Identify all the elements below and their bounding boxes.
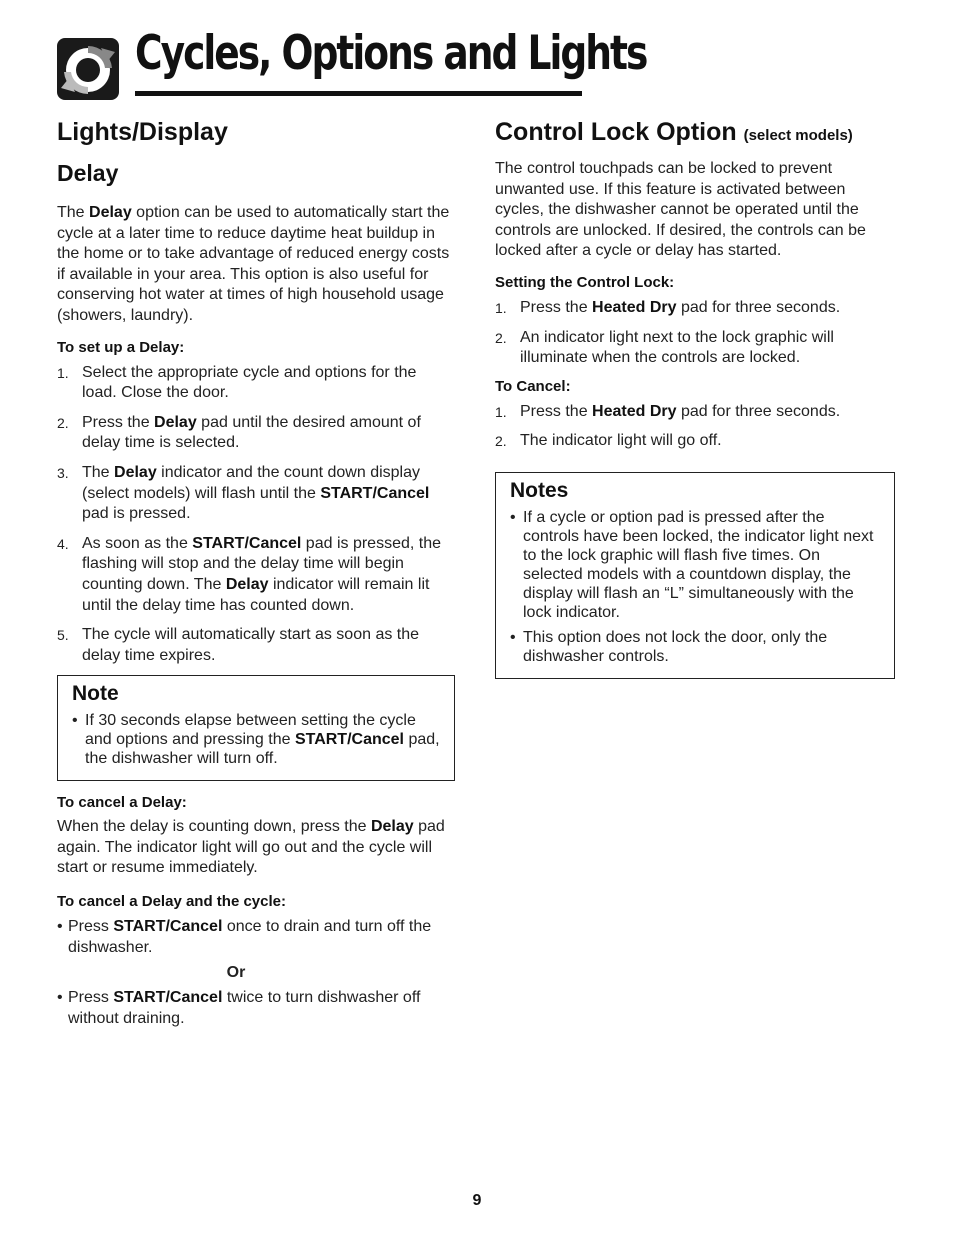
step-bold: Delay [114,463,157,481]
intro-text: The [57,204,90,221]
note-title: Note [72,682,119,706]
step-number: 1. [57,364,69,381]
right-column [495,118,895,679]
list-item [57,363,455,404]
bullet-glyph: • [510,508,516,526]
list-item [72,711,444,768]
section-title-suffix: (select models) [743,127,853,144]
step-text: pad for three seconds. [676,298,841,316]
list-item [57,534,455,616]
step-number: 2. [495,433,507,450]
notes-title: Notes [510,478,569,502]
notes-list [510,508,884,666]
intro-text: option can be used to automatically start the cycle at a later time to reduce daytime heat buildup in the home or to take advantage of reduced energy costs if available in your area. This option is also useful for conserving hot water at times of high household usage (showers, laundry). [57,204,450,324]
subsection-title-delay: Delay [57,160,119,186]
step-text: Press the [520,402,593,420]
setup-delay-steps [57,363,455,667]
option-text: Press [68,989,114,1007]
step-bold: Delay [154,413,197,431]
step-bold: Delay [225,575,269,593]
list-item [495,402,895,423]
control-lock-intro: The control touchpads can be locked to prevent unwanted use. If this feature is activated between cycles, the dishwasher cannot be operated until the controls are unlocked. If desired, the controls can be locked after a cycle or delay has started. [495,160,866,260]
cancel-delay-paragraph [57,817,455,879]
step-text: The [82,463,115,481]
note-bold: START/Cancel [294,731,404,749]
step-text: As soon as the [82,534,193,552]
notes-box [495,472,895,679]
step-text: indicator will remain lit until the delay time has counted down. [82,575,430,614]
list-item [57,413,455,454]
step-number: 2. [495,329,507,346]
list-item [510,508,884,622]
step-text: Select the appropriate cycle and options for the load. Close the door. [82,363,417,402]
to-cancel-label: To Cancel: [495,377,571,395]
cancel-text: When the delay is counting down, press the [57,818,371,836]
cancel-option-no-drain [57,988,455,1029]
option-text: once to drain and turn off the dishwasher. [68,918,432,956]
step-text: pad until the desired amount of delay time is selected. [82,413,421,452]
section-title-lights-display: Lights/Display [57,118,228,146]
cancel-option-drain [57,917,455,958]
step-text: Press the [82,413,155,431]
option-bold: START/Cancel [113,918,223,936]
bullet-glyph: • [72,712,78,730]
step-number: 5. [57,627,69,644]
cancel-bold: Delay [370,818,414,836]
note-text: This option does not lock the door, only the dishwasher controls. [523,628,828,665]
note-text: pad, the dishwasher will turn off. [85,731,440,768]
step-bold: Heated Dry [592,298,677,316]
cancel-lock-steps [495,402,895,452]
step-text: pad is pressed, the flashing will stop and the delay time will begin counting down. The [82,534,441,593]
step-number: 3. [57,464,69,481]
list-item [510,628,884,666]
bullet-glyph: • [57,918,63,936]
left-column [57,118,455,1029]
step-text: The cycle will automatically start as soon as the delay time expires. [82,626,420,664]
option-text: Press [68,918,114,936]
option-text: twice to turn dishwasher off without draining. [68,989,421,1027]
section-title-control-lock [495,118,895,147]
step-bold: START/Cancel [192,534,302,552]
step-number: 4. [57,535,69,552]
bullet-glyph: • [57,989,63,1007]
step-number: 1. [495,299,507,316]
note-list [72,711,444,768]
step-text: An indicator light next to the lock graphic will illuminate when the controls are locked. [520,328,834,367]
bullet-glyph: • [510,628,516,646]
step-number: 2. [57,414,69,431]
section-title-text: Control Lock Option [495,118,737,146]
or-separator: Or [226,964,246,982]
step-text: pad for three seconds. [676,402,841,420]
note-text: If 30 seconds elapse between setting the cycle and options and pressing the [85,712,416,749]
step-text: pad is pressed. [82,505,191,523]
intro-bold: Delay [89,204,132,221]
step-text: The indicator light will go off. [520,432,722,450]
note-text: If a cycle or option pad is pressed after the controls have been locked, the indicator light next to the lock graphic will flash five times. On selected models with a countdown display, the display will flash an “L” simultaneously with the lock indicator. [523,508,874,621]
cancel-text: pad again. The indicator light will go out and the cycle will start or resume immediately. [57,818,445,877]
list-item [495,328,895,369]
cycle-arrows-icon [57,38,119,100]
cancel-delay-label: To cancel a Delay: [57,794,187,812]
setting-control-lock-label: Setting the Control Lock: [495,273,675,291]
list-item [57,463,455,525]
setup-delay-label: To set up a Delay: [57,338,185,356]
step-bold: START/Cancel [320,484,430,502]
setting-control-lock-steps [495,298,895,369]
list-item [57,625,455,666]
delay-intro-paragraph [57,203,455,327]
page-number: 9 [472,1192,482,1209]
title-rule [135,91,582,96]
option-bold: START/Cancel [113,989,223,1007]
list-item [495,431,895,452]
step-text: indicator and the count down display (select models) will flash until the [82,463,420,502]
list-item [495,298,895,319]
cancel-delay-cycle-label: To cancel a Delay and the cycle: [57,893,286,911]
step-text: Press the [520,298,593,316]
step-number: 1. [495,403,507,420]
note-box [57,675,455,781]
page-title: Cycles, Options and Lights [135,26,647,81]
step-bold: Heated Dry [592,402,677,420]
